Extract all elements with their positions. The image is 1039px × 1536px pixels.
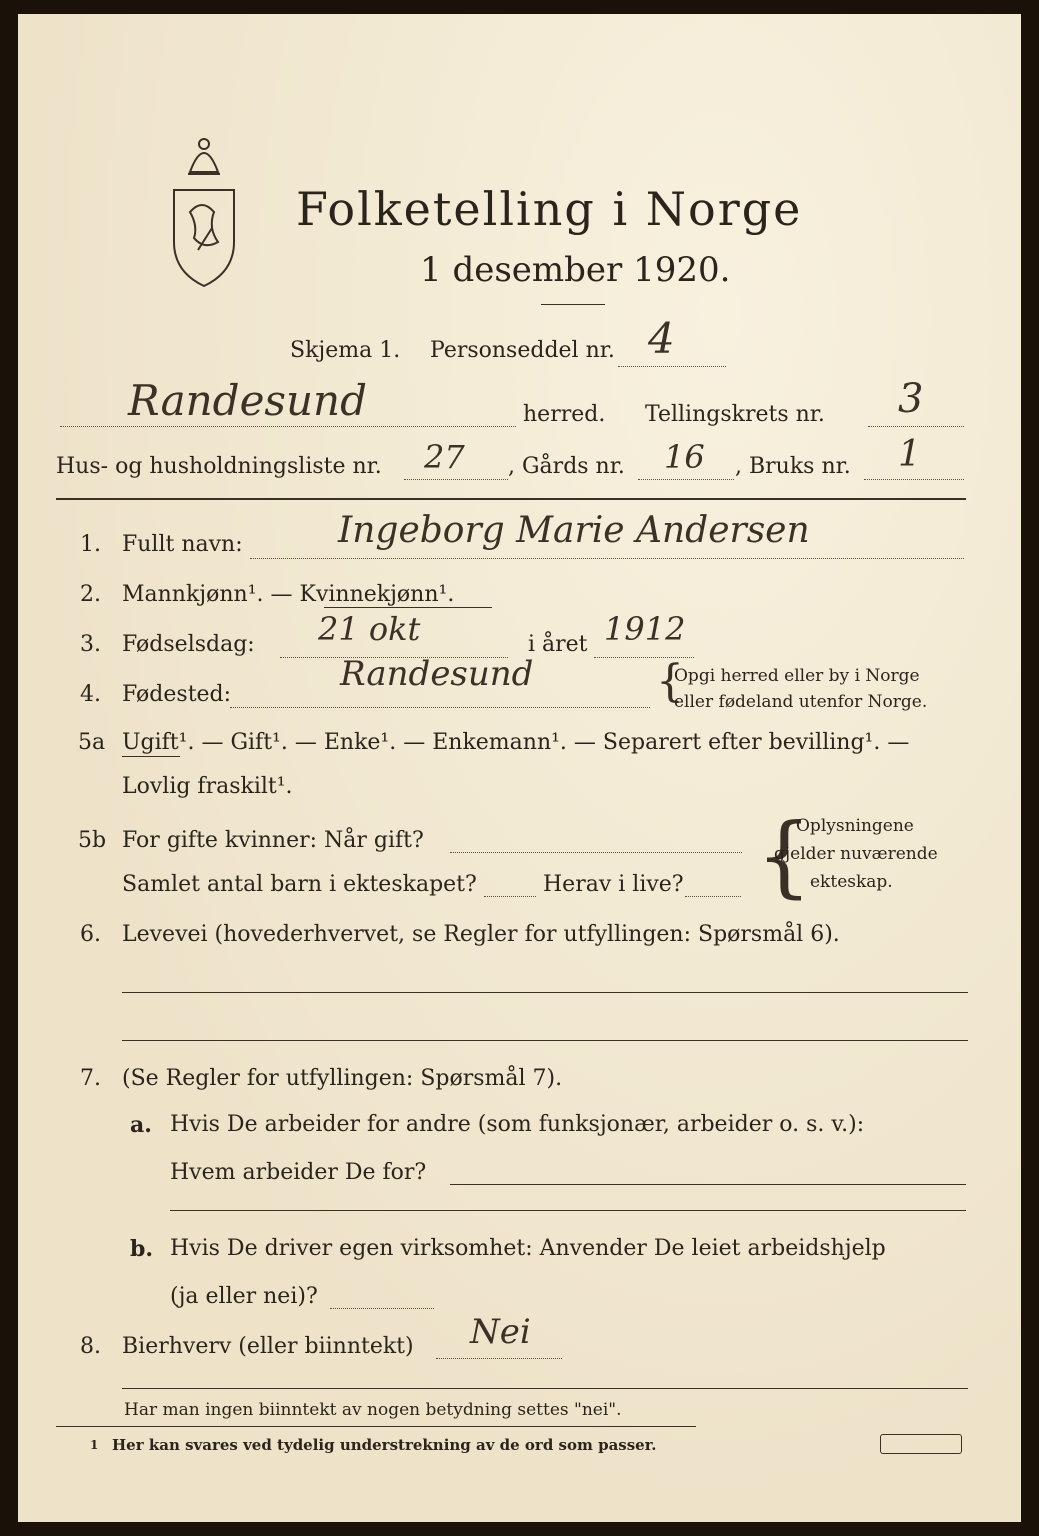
- q1-number: 1.: [80, 532, 101, 557]
- census-date: 1 desember 1920.: [420, 250, 731, 290]
- q7b-line: [330, 1308, 434, 1309]
- q7a-number: a.: [130, 1112, 152, 1138]
- q4-number: 4.: [80, 682, 101, 707]
- q8-label: Bierhverv (eller biinntekt): [122, 1334, 414, 1359]
- q8-line: [436, 1358, 562, 1359]
- q6-number: 6.: [80, 922, 101, 947]
- bruks-label: , Bruks nr.: [735, 454, 851, 479]
- hus-line: [404, 479, 508, 480]
- q2-underline: [324, 607, 492, 608]
- q5b-line-1: [450, 852, 742, 853]
- title-divider: [541, 304, 605, 305]
- q7b-label-2: (ja eller nei)?: [170, 1284, 318, 1309]
- q4-note-2: eller fødeland utenfor Norge.: [674, 692, 928, 712]
- herred-line: [60, 426, 516, 427]
- q5b-label-2: Samlet antal barn i ekteskapet?: [122, 872, 477, 897]
- q3-number: 3.: [80, 632, 101, 657]
- personseddel-label: Personseddel nr.: [430, 338, 615, 363]
- tellingskrets-label: Tellingskrets nr.: [645, 402, 825, 427]
- q7a-line-2: [170, 1210, 966, 1211]
- footer-note: Har man ingen biinntekt av nogen betydning settes "nei".: [124, 1400, 622, 1420]
- q5a-label-2: Lovlig fraskilt¹.: [122, 774, 293, 799]
- q5b-label-3: Herav i live?: [543, 872, 684, 897]
- q7a-label-2: Hvem arbeider De for?: [170, 1160, 427, 1185]
- hus-label: Hus- og husholdningsliste nr.: [56, 454, 382, 479]
- q6-line-2: [122, 1040, 968, 1041]
- q5b-brace: {: [756, 804, 812, 907]
- q5a-number: 5a: [78, 730, 106, 755]
- q4-label: Fødested:: [122, 682, 232, 707]
- q1-label: Fullt navn:: [122, 532, 243, 557]
- q1-line: [250, 558, 964, 559]
- q7-number: 7.: [80, 1066, 101, 1091]
- q7a-line: [450, 1184, 966, 1185]
- personseddel-value: 4: [648, 314, 675, 363]
- q6-line-1: [122, 992, 968, 993]
- census-form: [18, 14, 1021, 1522]
- footnote-divider: [56, 1426, 696, 1427]
- bruks-line: [864, 479, 964, 480]
- form-title: Folketelling i Norge: [296, 182, 803, 236]
- herred-value: Randesund: [128, 376, 367, 425]
- q5a-underline: [122, 756, 180, 757]
- q7a-label: Hvis De arbeider for andre (som funksjonær, arbeider o. s. v.):: [170, 1112, 865, 1137]
- q5a-label: Ugift¹. — Gift¹. — Enke¹. — Enkemann¹. — Separert efter bevilling¹. —: [122, 730, 910, 755]
- personseddel-line: [618, 366, 726, 367]
- tellingskrets-value: 3: [898, 376, 924, 422]
- q2-label: Mannkjønn¹. — Kvinnekjønn¹.: [122, 582, 455, 607]
- q7b-number: b.: [130, 1236, 154, 1262]
- q3-year-label: i året: [528, 632, 588, 657]
- q4-value: Randesund: [340, 654, 534, 694]
- printer-stamp: [880, 1434, 962, 1454]
- tellingskrets-line: [868, 426, 964, 427]
- q5b-label: For gifte kvinner: Når gift?: [122, 828, 424, 853]
- footer-divider: [122, 1388, 968, 1389]
- q5b-number: 5b: [78, 828, 107, 853]
- q4-note-1: Opgi herred eller by i Norge: [674, 666, 920, 686]
- header-divider: [56, 498, 966, 500]
- q8-number: 8.: [80, 1334, 101, 1359]
- q2-number: 2.: [80, 582, 101, 607]
- q1-value: Ingeborg Marie Andersen: [338, 510, 810, 551]
- q4-line: [230, 707, 650, 708]
- q3-value: 21 okt: [318, 610, 421, 648]
- q7b-label: Hvis De driver egen virksomhet: Anvender De leiet arbeidshjelp: [170, 1236, 886, 1261]
- footnote-mark: 1: [90, 1438, 99, 1452]
- bruks-value: 1: [898, 434, 921, 475]
- q4-brace: {: [656, 656, 684, 707]
- herred-label: herred.: [523, 402, 606, 427]
- q7-label: (Se Regler for utfyllingen: Spørsmål 7).: [122, 1066, 563, 1091]
- gards-line: [638, 479, 734, 480]
- q5b-note-3: ekteskap.: [810, 872, 893, 892]
- q3-year-value: 1912: [604, 610, 686, 648]
- footnote-text: Her kan svares ved tydelig understrekning av de ord som passer.: [112, 1436, 657, 1454]
- coat-of-arms-icon: [168, 132, 240, 290]
- q5b-note-1: Oplysningene: [796, 816, 914, 836]
- schema-label: Skjema 1.: [290, 338, 401, 363]
- q6-label: Levevei (hovederhvervet, se Regler for utfyllingen: Spørsmål 6).: [122, 922, 840, 947]
- gards-value: 16: [664, 438, 705, 476]
- gards-label: , Gårds nr.: [508, 454, 625, 479]
- q5b-note-2: gjelder nuværende: [774, 844, 938, 864]
- q8-value: Nei: [470, 1312, 531, 1352]
- hus-value: 27: [424, 438, 465, 476]
- q5b-line-2: [484, 896, 536, 897]
- q5b-line-3: [685, 896, 741, 897]
- q3-label: Fødselsdag:: [122, 632, 255, 657]
